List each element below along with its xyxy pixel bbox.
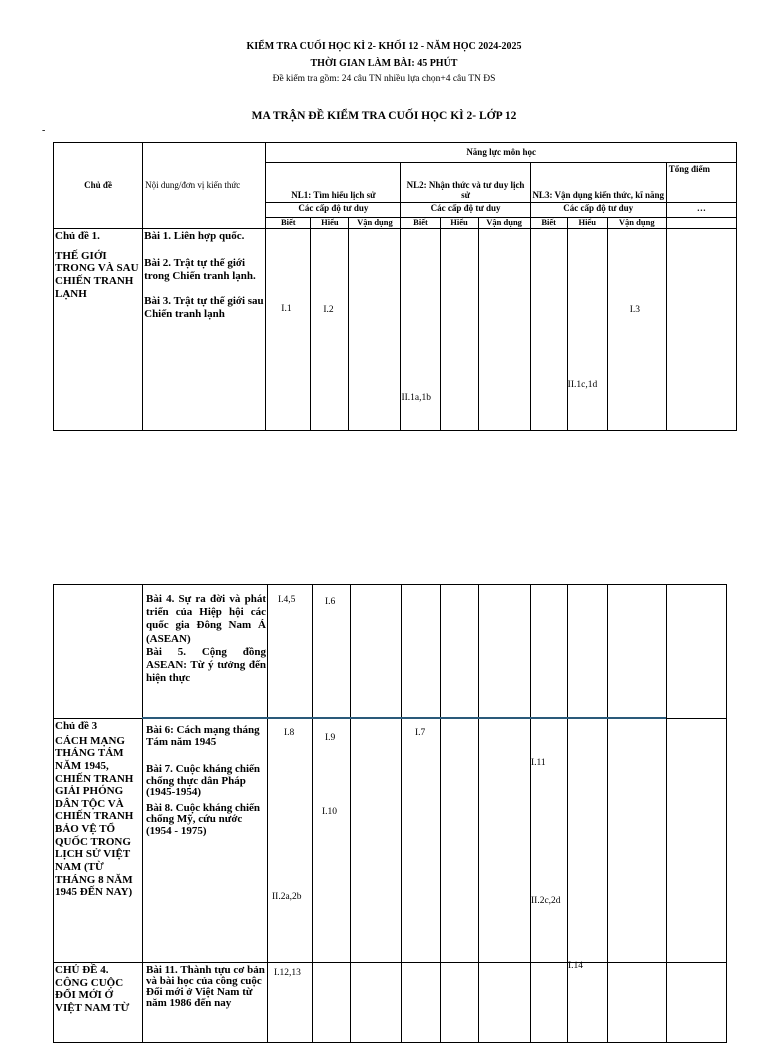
lessons-1-3-cell — [143, 229, 266, 431]
header-nl1: NL1: Tìm hiểu lịch sử — [266, 163, 401, 203]
nl1-vandung-header: Vận dụng — [349, 218, 401, 229]
nl2-biet-header: Biết — [401, 218, 440, 229]
r1-nl1-biet — [266, 229, 311, 431]
r1-nl2-vandung — [478, 229, 530, 431]
r4-nl1-hieu — [313, 963, 351, 1043]
nl1-biet-header: Biết — [266, 218, 311, 229]
r1-nl3-biet — [530, 229, 567, 431]
r3-nl1-biet — [268, 719, 313, 963]
exam-title: KIỂM TRA CUỐI HỌC KÌ 2- KHỐI 12 - NĂM HỌC 2024-2025 — [246, 41, 522, 52]
lesson-2: Bài 2. Trật tự thế giới trong Chiến tranh lạnh. — [144, 257, 256, 283]
matrix-table-part2 — [53, 584, 727, 1043]
r2-nl1-biet-value: I.4,5 — [278, 595, 296, 605]
nl3-cap-do: Các cấp độ tư duy — [530, 203, 666, 218]
topic-1-cell — [54, 229, 143, 431]
r4-nl3-hieu — [568, 963, 608, 1043]
r2-nl2-vandung — [479, 585, 531, 719]
r1-nl1-hieu-value: I.2 — [323, 305, 334, 315]
nl2-hieu-header: Hiểu — [440, 218, 478, 229]
r4-nl3-hieu-value: I.14 — [568, 961, 584, 971]
r3-tong — [667, 719, 727, 963]
r1-nl3-vandung — [607, 229, 666, 431]
topic-4-cell — [54, 963, 143, 1043]
tong-ellipsis: … — [666, 203, 736, 218]
r1-nl2-biet — [401, 229, 440, 431]
r2-nl1-biet — [268, 585, 313, 719]
r1-nl2-hieu — [440, 229, 478, 431]
r1-tong — [666, 229, 736, 431]
r4-tong — [667, 963, 727, 1043]
r3-nl1-vandung — [351, 719, 402, 963]
r4-nl3-biet — [531, 963, 568, 1043]
topic-1-body: THẾ GIỚI TRONG VÀ SAU CHIẾN TRANH LẠNH — [55, 249, 139, 300]
r2-tong — [667, 585, 727, 719]
r4-nl2-biet — [402, 963, 441, 1043]
header-nl3: NL3: Vận dụng kiến thức, kĩ năng — [530, 163, 666, 203]
r1-nl3-vandung-value: I.3 — [629, 305, 641, 315]
r3-nl2-hieu — [441, 719, 479, 963]
r4-nl3-vandung — [608, 963, 667, 1043]
nl2-cap-do: Các cấp độ tư duy — [401, 203, 530, 218]
header-noi-dung: Nội dung/đơn vị kiến thức — [143, 143, 266, 229]
r2-nl2-hieu — [441, 585, 479, 719]
lesson-7: Bài 7. Cuộc kháng chiến chống thực dân Pháp (1945-1954) — [146, 763, 260, 799]
nl3-biet-header: Biết — [530, 218, 567, 229]
r3-nl2-biet-value: I.7 — [415, 728, 426, 738]
header-tong-diem: Tổng điểm — [666, 163, 736, 203]
r2-topic-empty — [54, 585, 143, 719]
lesson-4: Bài 4. Sự ra đời và phát triển của Hiệp hội các quốc gia Đông Nam Á (ASEAN) — [146, 593, 266, 645]
row-divider-accent — [142, 717, 666, 719]
r2-nl1-vandung — [351, 585, 402, 719]
r4-nl2-vandung — [479, 963, 531, 1043]
nl1-cap-do: Các cấp độ tư duy — [266, 203, 401, 218]
r1-nl2-biet-value: II.1a,1b — [401, 393, 432, 403]
r3-nl1-hieu — [313, 719, 351, 963]
r3-nl3-biet-a: I.11 — [531, 758, 546, 768]
r3-nl1-biet-a: I.8 — [284, 728, 295, 738]
r1-nl3-hieu-value: II.1c,1d — [567, 380, 598, 390]
r3-nl1-hieu-a: I.9 — [325, 733, 336, 743]
r3-nl3-biet-b: II.2c,2d — [531, 896, 561, 906]
r2-nl3-biet — [531, 585, 568, 719]
header-nang-luc: Năng lực môn học — [266, 143, 737, 163]
r2-nl3-vandung — [608, 585, 667, 719]
matrix-title: MA TRẬN ĐỀ KIỂM TRA CUỐI HỌC KÌ 2- LỚP 12 — [251, 110, 517, 122]
r4-nl1-biet — [268, 963, 313, 1043]
lessons-4-5-cell — [143, 585, 268, 719]
r3-nl2-biet — [402, 719, 441, 963]
nl3-vandung-header: Vận dụng — [607, 218, 666, 229]
r1-nl3-hieu — [567, 229, 607, 431]
r3-nl1-biet-b: II.2a,2b — [272, 892, 302, 902]
topic-3-cell — [54, 719, 143, 963]
exam-composition: Đề kiểm tra gồm: 24 câu TN nhiều lựa chọn+4 câu TN ĐS — [272, 74, 496, 84]
r1-nl1-vandung — [349, 229, 401, 431]
topic-3-head: Chủ đề 3 — [55, 720, 98, 732]
nl1-hieu-header: Hiểu — [311, 218, 349, 229]
matrix-table-part1 — [53, 142, 737, 431]
r4-nl2-hieu — [441, 963, 479, 1043]
stray-dash: - — [42, 125, 46, 136]
r2-nl1-hieu — [313, 585, 351, 719]
topic-1-head: Chủ đề 1. — [55, 230, 100, 242]
r1-nl1-biet-value: I.1 — [281, 304, 292, 314]
r3-nl3-biet — [531, 719, 568, 963]
lesson-11: Bài 11. Thành tựu cơ bản và bài học của công cuộc Đổi mới ở Việt Nam từ năm 1986 đến nay — [146, 964, 265, 1009]
r2-nl3-hieu — [568, 585, 608, 719]
exam-duration: THỜI GIAN LÀM BÀI: 45 PHÚT — [310, 58, 458, 69]
nl3-hieu-header: Hiểu — [567, 218, 607, 229]
lesson-1: Bài 1. Liên hợp quốc. — [144, 230, 245, 242]
r4-nl1-vandung — [351, 963, 402, 1043]
header-chu-de: Chủ đề — [54, 143, 143, 229]
lesson-11-cell — [143, 963, 268, 1043]
lessons-6-8-cell — [143, 719, 268, 963]
r2-nl2-biet — [402, 585, 441, 719]
r3-nl2-vandung — [479, 719, 531, 963]
lesson-6: Bài 6: Cách mạng tháng Tám năm 1945 — [146, 724, 260, 748]
r1-nl1-hieu — [311, 229, 349, 431]
topic-3-body: CÁCH MẠNG THÁNG TÁM NĂM 1945, CHIẾN TRANH GIẢI PHÓNG DÂN TỘC VÀ CHIẾN TRANH BẢO VỆ TỔ QUỐC TRONG LỊCH SỬ VIỆT NAM (TỪ THÁNG 8 NĂM 1945 ĐẾN NAY) — [55, 734, 134, 899]
tong-empty-header — [666, 218, 736, 229]
lesson-8: Bài 8. Cuộc kháng chiến chống Mỹ, cứu nước (1954 - 1975) — [146, 801, 260, 837]
lesson-3: Bài 3. Trật tự thế giới sau Chiến tranh lạnh — [144, 294, 264, 320]
lesson-5: Bài 5. Cộng đồng ASEAN: Từ ý tưởng đến hiện thực — [146, 645, 266, 685]
nl2-vandung-header: Vận dụng — [478, 218, 530, 229]
r2-nl1-hieu-value: I.6 — [325, 597, 336, 607]
header-nl2: NL2: Nhận thức và tư duy lịch sử — [401, 163, 530, 203]
r3-nl3-vandung — [608, 719, 667, 963]
topic-4: CHỦ ĐỀ 4. CÔNG CUỘC ĐỔI MỚI Ở VIỆT NAM TỪ — [55, 964, 130, 1014]
r3-nl1-hieu-b: I.10 — [322, 807, 338, 817]
r4-nl1-biet-value: I.12,13 — [274, 968, 301, 978]
r3-nl3-hieu — [568, 719, 608, 963]
